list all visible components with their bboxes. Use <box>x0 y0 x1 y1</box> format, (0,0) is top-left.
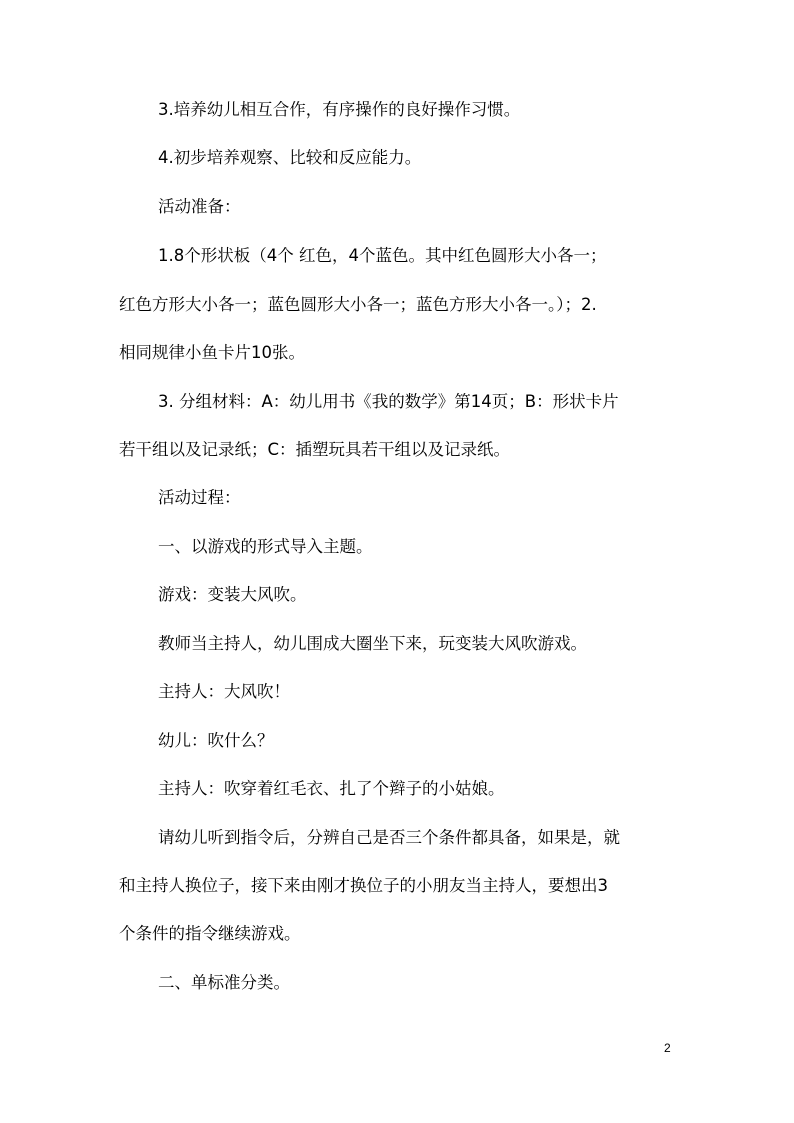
heading-activity-preparation: 活动准备： <box>158 197 241 216</box>
page-number: 2 <box>664 1041 671 1055</box>
paragraph-prep-3-line-1: 3. 分组材料：A：幼儿用书《我的数学》第14页；B：形状卡片 <box>158 392 619 411</box>
section-heading-1: 一、以游戏的形式导入主题。 <box>158 537 373 556</box>
paragraph-instructions-line-3: 个条件的指令继续游戏。 <box>119 924 301 943</box>
section-heading-2: 二、单标准分类。 <box>158 973 290 992</box>
paragraph-prep-1-line-1: 1.8个形状板（4个 红色，4个蓝色。其中红色圆形大小各一； <box>158 246 607 265</box>
paragraph-prep-3-line-2: 若干组以及记录纸；C：插塑玩具若干组以及记录纸。 <box>119 440 511 459</box>
paragraph-prep-1-line-2-text: 红色方形大小各一；蓝色圆形大小各一；蓝色方形大小各一。）；2. <box>119 295 597 314</box>
paragraph-prep-1-line-3: 相同规律小鱼卡片10张。 <box>119 343 305 362</box>
paragraph-game-setup: 教师当主持人，幼儿围成大圈坐下来，玩变装大风吹游戏。 <box>158 634 587 653</box>
paragraph-instructions-line-1: 请幼儿听到指令后，分辨自己是否三个条件都具备，如果是，就 <box>158 828 620 847</box>
dialogue-children: 幼儿：吹什么？ <box>158 731 274 750</box>
paragraph-goal-4: 4.初步培养观察、比较和反应能力。 <box>158 148 422 167</box>
heading-activity-process: 活动过程： <box>158 488 241 507</box>
dialogue-host-2: 主持人：吹穿着红毛衣、扎了个辫子的小姑娘。 <box>158 779 505 798</box>
paragraph-goal-3: 3.培养幼儿相互合作，有序操作的良好操作习惯。 <box>158 100 521 119</box>
paragraph-game-title: 游戏：变装大风吹。 <box>158 585 307 604</box>
paragraph-instructions-line-2: 和主持人换位子，接下来由刚才换位子的小朋友当主持人，要想出3 <box>119 876 608 895</box>
paragraph-prep-1-line-2 <box>119 295 675 315</box>
dialogue-host-1: 主持人：大风吹！ <box>158 682 290 701</box>
